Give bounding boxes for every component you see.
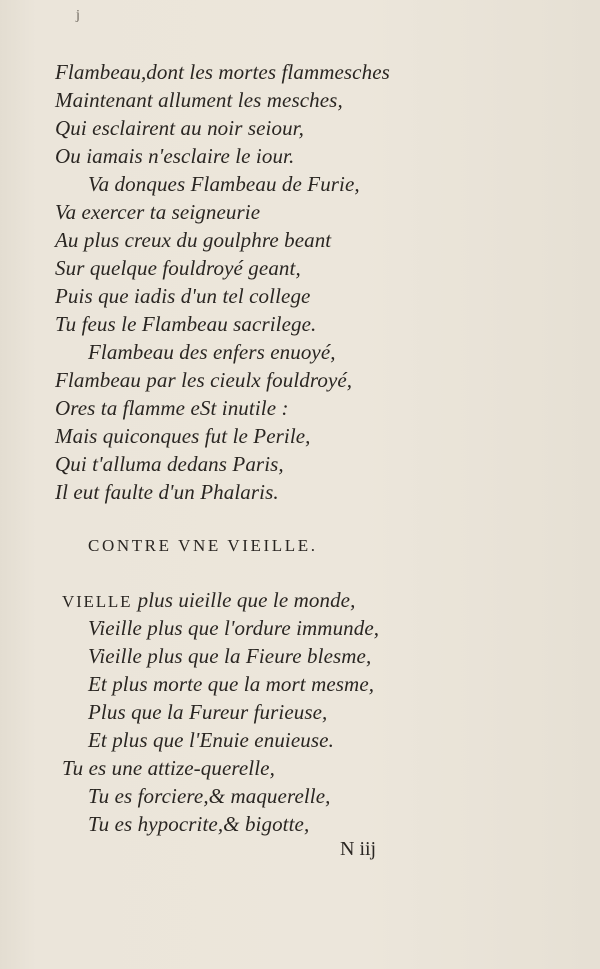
verse-line: Flambeau des enfers enuoyé, (88, 340, 336, 364)
verse-line: Ores ta flamme eSt inutile : (55, 396, 289, 420)
verse-line: Qui esclairent au noir seiour, (55, 116, 304, 140)
verse-line: Mais quiconques fut le Perile, (55, 424, 311, 448)
verse-line: Flambeau,dont les mortes flammesches (55, 60, 390, 84)
verse-line: Qui t'alluma dedans Paris, (55, 452, 284, 476)
verse-line: Puis que iadis d'un tel college (55, 284, 311, 308)
verse-line: Maintenant allument les mesches, (55, 88, 343, 112)
verse-line: Et plus que l'Enuie enuieuse. (88, 728, 334, 752)
initial-capitals: VIELLE (62, 592, 133, 611)
verse-line: Tu es une attize-querelle, (62, 756, 275, 780)
signature-mark: N iij (340, 838, 377, 860)
verse-line: Tu es forciere,& maquerelle, (88, 784, 331, 808)
verse-line: Et plus morte que la mort mesme, (88, 672, 375, 696)
verse-line: Sur quelque fouldroyé geant, (55, 256, 301, 280)
verse-line: Plus que la Fureur furieuse, (88, 700, 328, 724)
verse-line: Vieille plus que l'ordure immunde, (88, 616, 380, 640)
verse-line-rest: plus uieille que le monde, (137, 588, 356, 612)
poem-heading: CONTRE VNE VIEILLE. (88, 536, 318, 555)
verse-line: Vieille plus que la Fieure blesme, (88, 644, 372, 668)
page-mark: j (76, 8, 80, 23)
verse-line: Flambeau par les cieulx fouldroyé, (55, 368, 353, 392)
verse-line-first (62, 588, 355, 613)
verse-line: Tu feus le Flambeau sacrilege. (55, 312, 317, 336)
verse-line: Il eut faulte d'un Phalaris. (55, 480, 279, 504)
verse-line: Au plus creux du goulphre beant (55, 228, 332, 252)
verse-line: Va exercer ta seigneurie (55, 200, 261, 224)
verse-line: Tu es hypocrite,& bigotte, (88, 812, 310, 836)
verse-line: Ou iamais n'esclaire le iour. (55, 144, 295, 168)
verse-line: Va donques Flambeau de Furie, (88, 172, 360, 196)
